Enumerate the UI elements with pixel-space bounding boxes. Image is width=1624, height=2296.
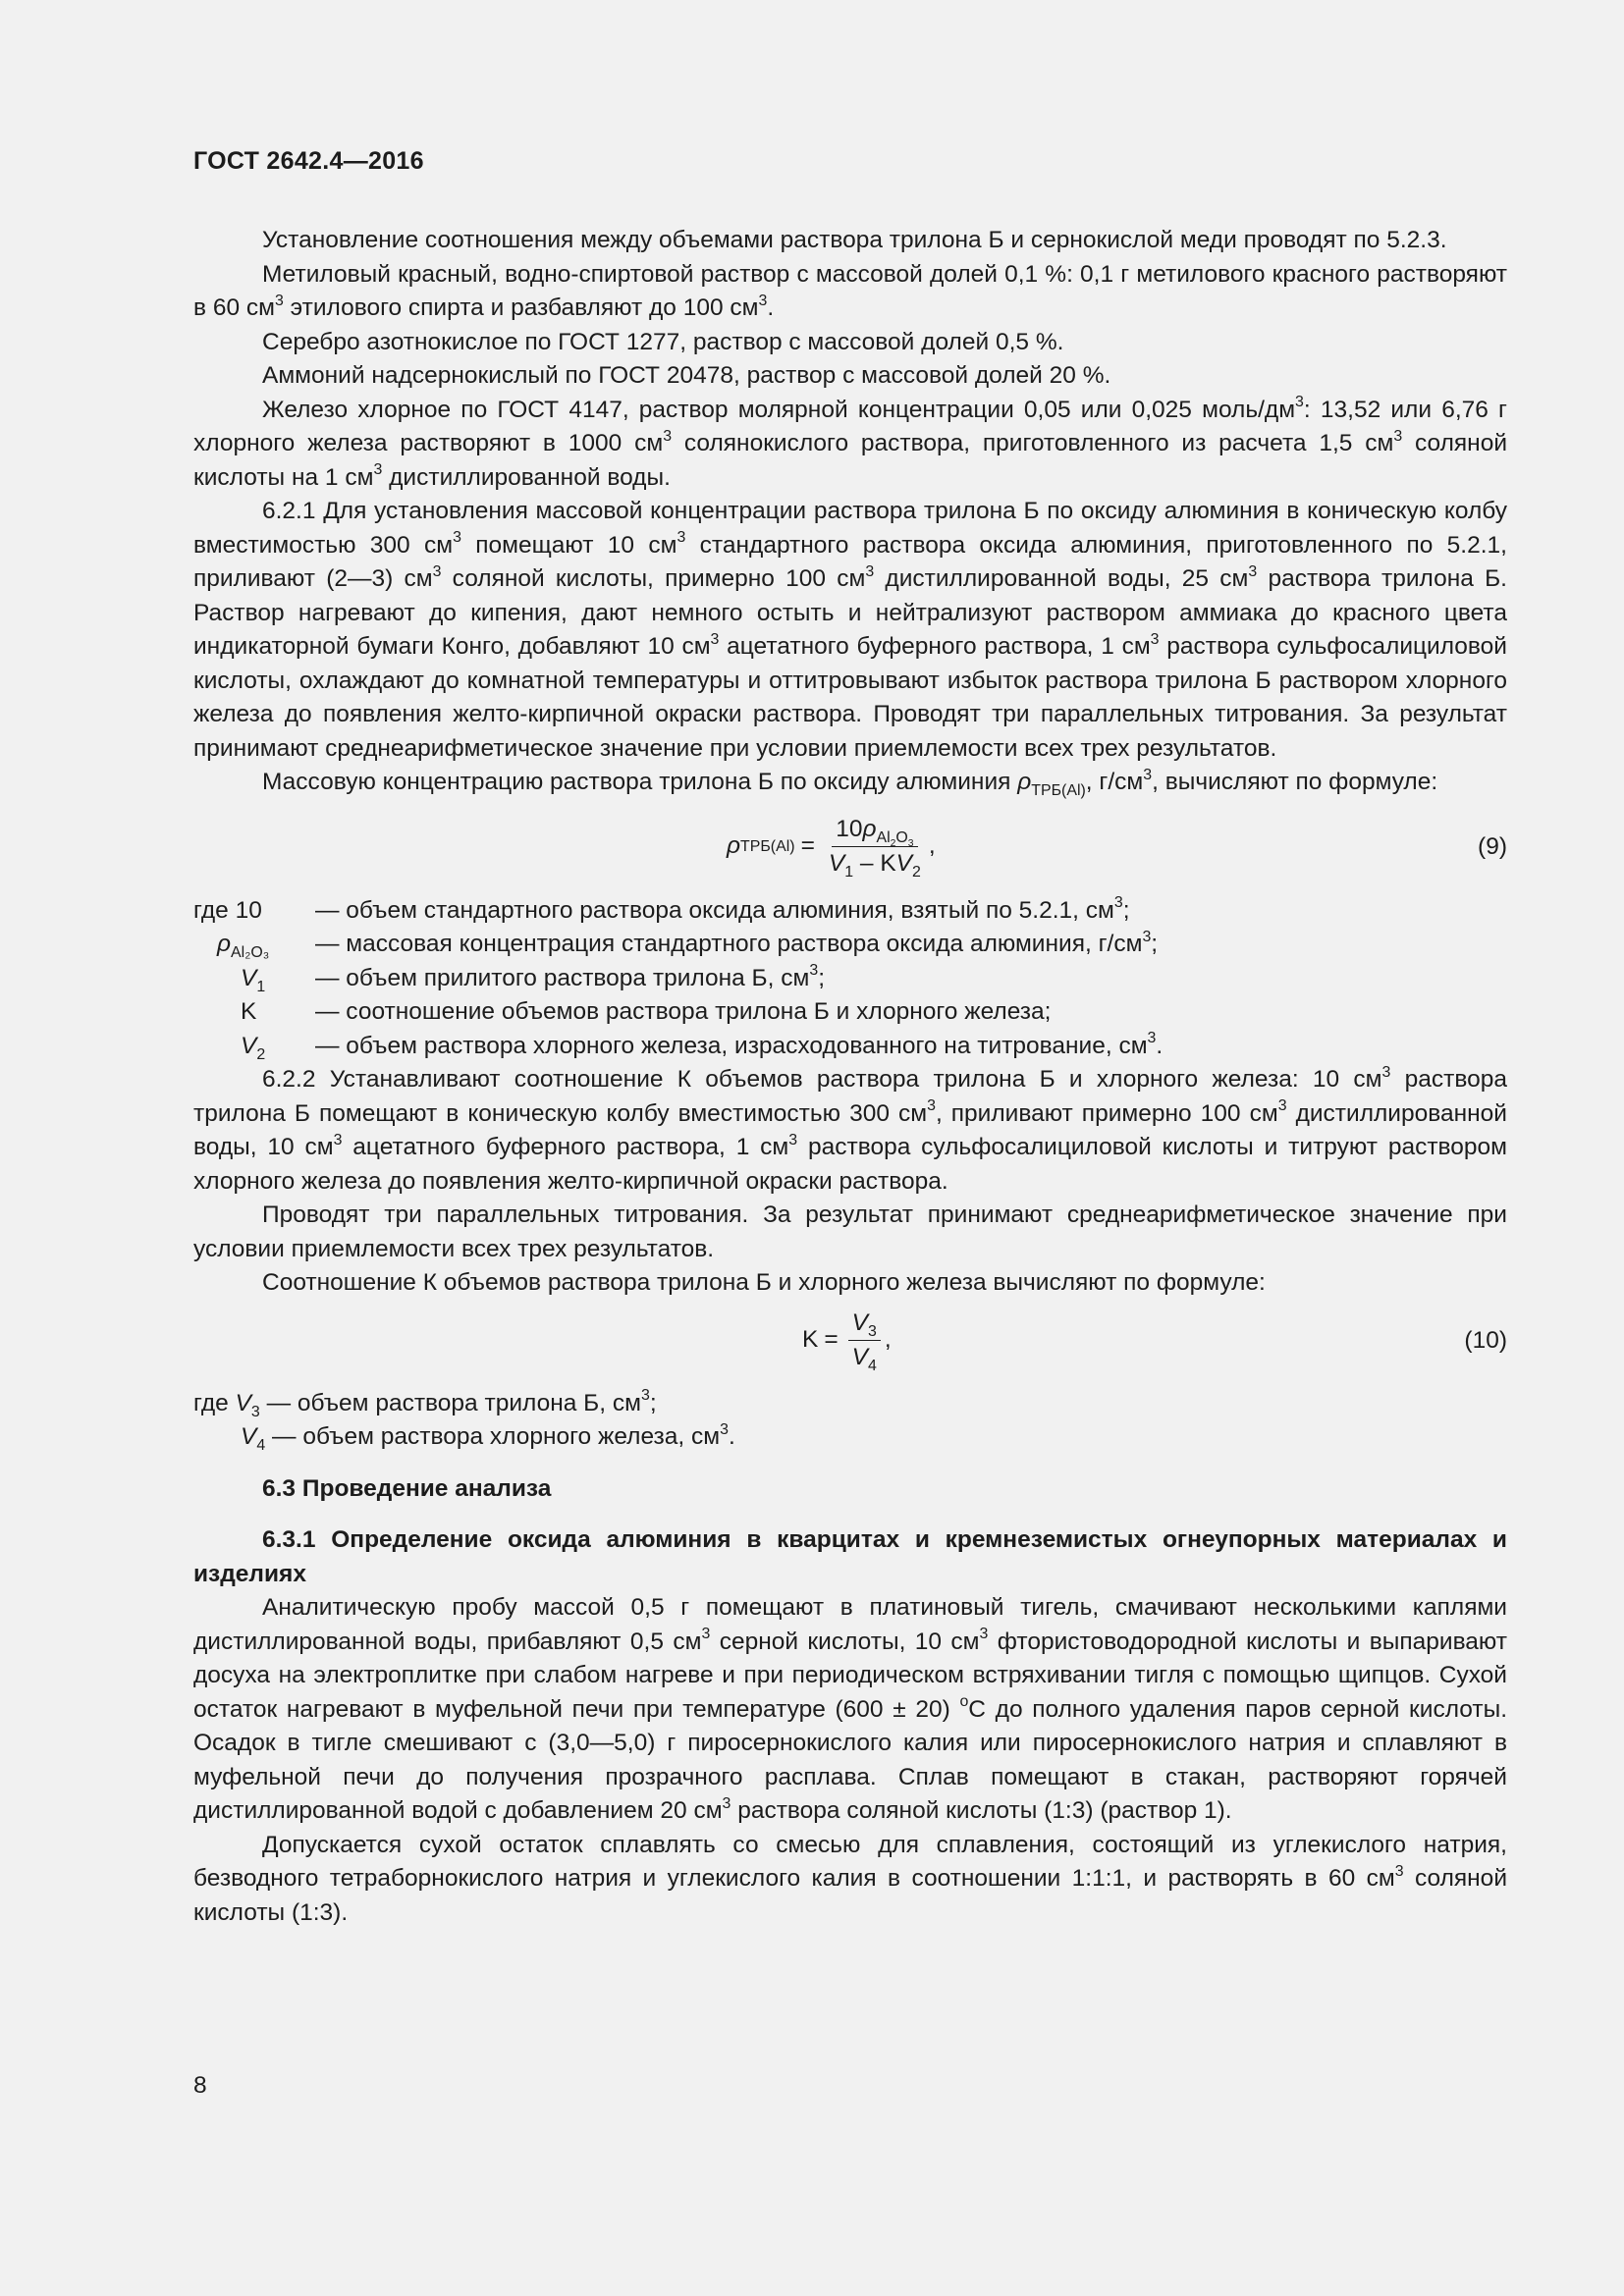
paragraph: Аналитическую пробу массой 0,5 г помещают в платиновый тигель, смачивают несколькими каплями дистиллированной воды, прибавляют 0,5 $см^3$ серной кислоты, 10 $см^3$ фтористоводородной кислоты и выпаривают досуха на электроплитке при слабом нагреве и при периодическом встряхивании тигля с помощью щипцов. Сухой остаток нагревают в муфельной печи при температуре (600 ± 20) $^o$С до полного удаления паров серной кислоты. Осадок в тигле смешивают с (3,0—5,0) г пиросернокислого калия или пиросернокислого натрия и сплавляют в муфельной печи до получения прозрачного расплава. Сплав помещают в стакан, растворяют горячей дистиллированной водой с добавлением 20 $см^3$ раствора соляной кислоты (1:3) (раствор 1).	[193, 1594, 1507, 1824]
paragraph-6-2-2: 6.2.2 Устанавливают соотношение К объемов раствора трилона Б и хлорного железа: 10 $см^3$ раствора трилона Б помещают в коническую колбу вместимостью 300 $см^3$, приливают примерно 100 $см^3$ дистиллированной воды, 10 $см^3$ ацетатного буферного раствора, 1 $см^3$ раствора сульфосалициловой кислоты и титруют раствором хлорного железа до появления желто-кирпичной окраски раствора.	[193, 1063, 1508, 1195]
legend-row: где $V_3$ — объем раствора трилона Б, $см^3$;	[193, 1387, 657, 1420]
formula-10	[193, 1303, 1507, 1379]
paragraph: Аммоний надсернокислый по ГОСТ 20478, раствор с массовой долей 20 %.	[262, 362, 1111, 389]
legend-row: где 10 — объем стандартного раствора оксида алюминия, взятый по 5.2.1, $см^3$;	[193, 894, 1130, 924]
formula-9	[193, 804, 1507, 890]
section-heading-6-3-1: 6.3.1 Определение оксида алюминия в кварцитах и кремнеземистых огнеупорных материалах и изделиях	[193, 1526, 1507, 1587]
legend-row: $V_2$ — объем раствора хлорного железа, израсходованного на титрование, $см^3$.	[241, 1030, 1164, 1063]
formula-10-legend	[193, 1387, 1507, 1455]
legend-row: $V_1$ — объем прилитого раствора трилона Б, $см^3$;	[241, 962, 825, 995]
equation-number: (10)	[1464, 1326, 1507, 1354]
equation-number: (9)	[1478, 832, 1507, 860]
formula-10-body: K = $\frac{V_3}{V_4}$ ,	[802, 1309, 892, 1374]
paragraph: Соотношение К объемов раствора трилона Б и хлорного железа вычисляют по формуле:	[262, 1269, 1266, 1296]
fraction: $\frac{V_3}{V_4}$	[848, 1308, 881, 1372]
paragraph: Метиловый красный, водно-спиртовой раствор с массовой долей 0,1 %: 0,1 г метилового красного растворяют в 60 $см^3$ этилового спирта и разбавляют до 100 $см^3$.	[193, 260, 1507, 321]
paragraph: Массовую концентрацию раствора трилона Б по оксиду алюминия $\rho_{ТРБ(Al)}$, $г/см^3$, вычисляют по формуле:	[262, 766, 1438, 799]
document-body	[193, 224, 1507, 1930]
legend-row: $\rho_{Al_2O_3}$ — массовая концентрация стандартного раствора оксида алюминия, $г/см^3$;	[217, 928, 1159, 961]
section-heading-6-3: 6.3 Проведение анализа	[262, 1474, 552, 1502]
legend-row: K — соотношение объемов раствора трилона Б и хлорного железа;	[241, 998, 1052, 1025]
fraction: $\frac{10\rho_{Al_2O_3}}{V_1 - KV_2}$	[828, 815, 921, 881]
formula-9-legend	[193, 894, 1507, 1064]
page-number: 8	[193, 2072, 207, 2099]
paragraph: Допускается сухой остаток сплавлять со смесью для сплавления, состоящий из углекислого натрия, безводного тетраборнокислого натрия и углекислого калия в соотношении 1:1:1, и растворять в 60 $см^3$ соляной кислоты (1:3).	[193, 1831, 1507, 1926]
legend-row: $V_4$ — объем раствора хлорного железа, $см^3$.	[241, 1420, 735, 1454]
paragraph: Установление соотношения между объемами раствора трилона Б и сернокислой меди проводят по 5.2.3.	[262, 227, 1447, 253]
paragraph-6-2-1: 6.2.1 Для установления массовой концентрации раствора трилона Б по оксиду алюминия в коническую колбу вместимостью 300 $см^3$ помещают 10 $см^3$ стандартного раствора оксида алюминия, приготовленного по 5.2.1, приливают (2—3) $см^3$ соляной кислоты, примерно 100 $см^3$ дистиллированной воды, 25 $см^3$ раствора трилона Б. Раствор нагревают до кипения, дают немного остыть и нейтрализуют раствором аммиака до красного цвета индикаторной бумаги Конго, добавляют 10 $см^3$ ацетатного буферного раствора, 1 $см^3$ раствора сульфосалициловой кислоты, охлаждают до комнатной температуры и оттитровывают избыток раствора трилона Б раствором хлорного железа до появления желто-кирпичной окраски раствора. Проводят три параллельных титрования. За результат принимают среднеарифметическое значение при условии приемлемости всех трех результатов.	[193, 498, 1507, 762]
paragraph: Проводят три параллельных титрования. За результат принимают среднеарифметическое значение при условии приемлемости всех трех результатов.	[193, 1201, 1507, 1262]
document-header: ГОСТ 2642.4—2016	[193, 147, 424, 175]
paragraph: Железо хлорное по ГОСТ 4147, раствор молярной концентрации 0,05 или 0,025 моль/$дм^3$: 13,52 или 6,76 г хлорного железа растворяют в 1000 $см^3$ солянокислого раствора, приготовленного из расчета 1,5 $см^3$ соляной кислоты на 1 $см^3$ дистиллированной воды.	[193, 394, 1508, 491]
paragraph: Серебро азотнокислое по ГОСТ 1277, раствор с массовой долей 0,5 %.	[262, 328, 1064, 355]
formula-9-body: ρ ТРБ(Al) = $\frac{10\rho_{Al_2O_3}}{V_1 - KV_2}$ ,	[727, 815, 936, 881]
